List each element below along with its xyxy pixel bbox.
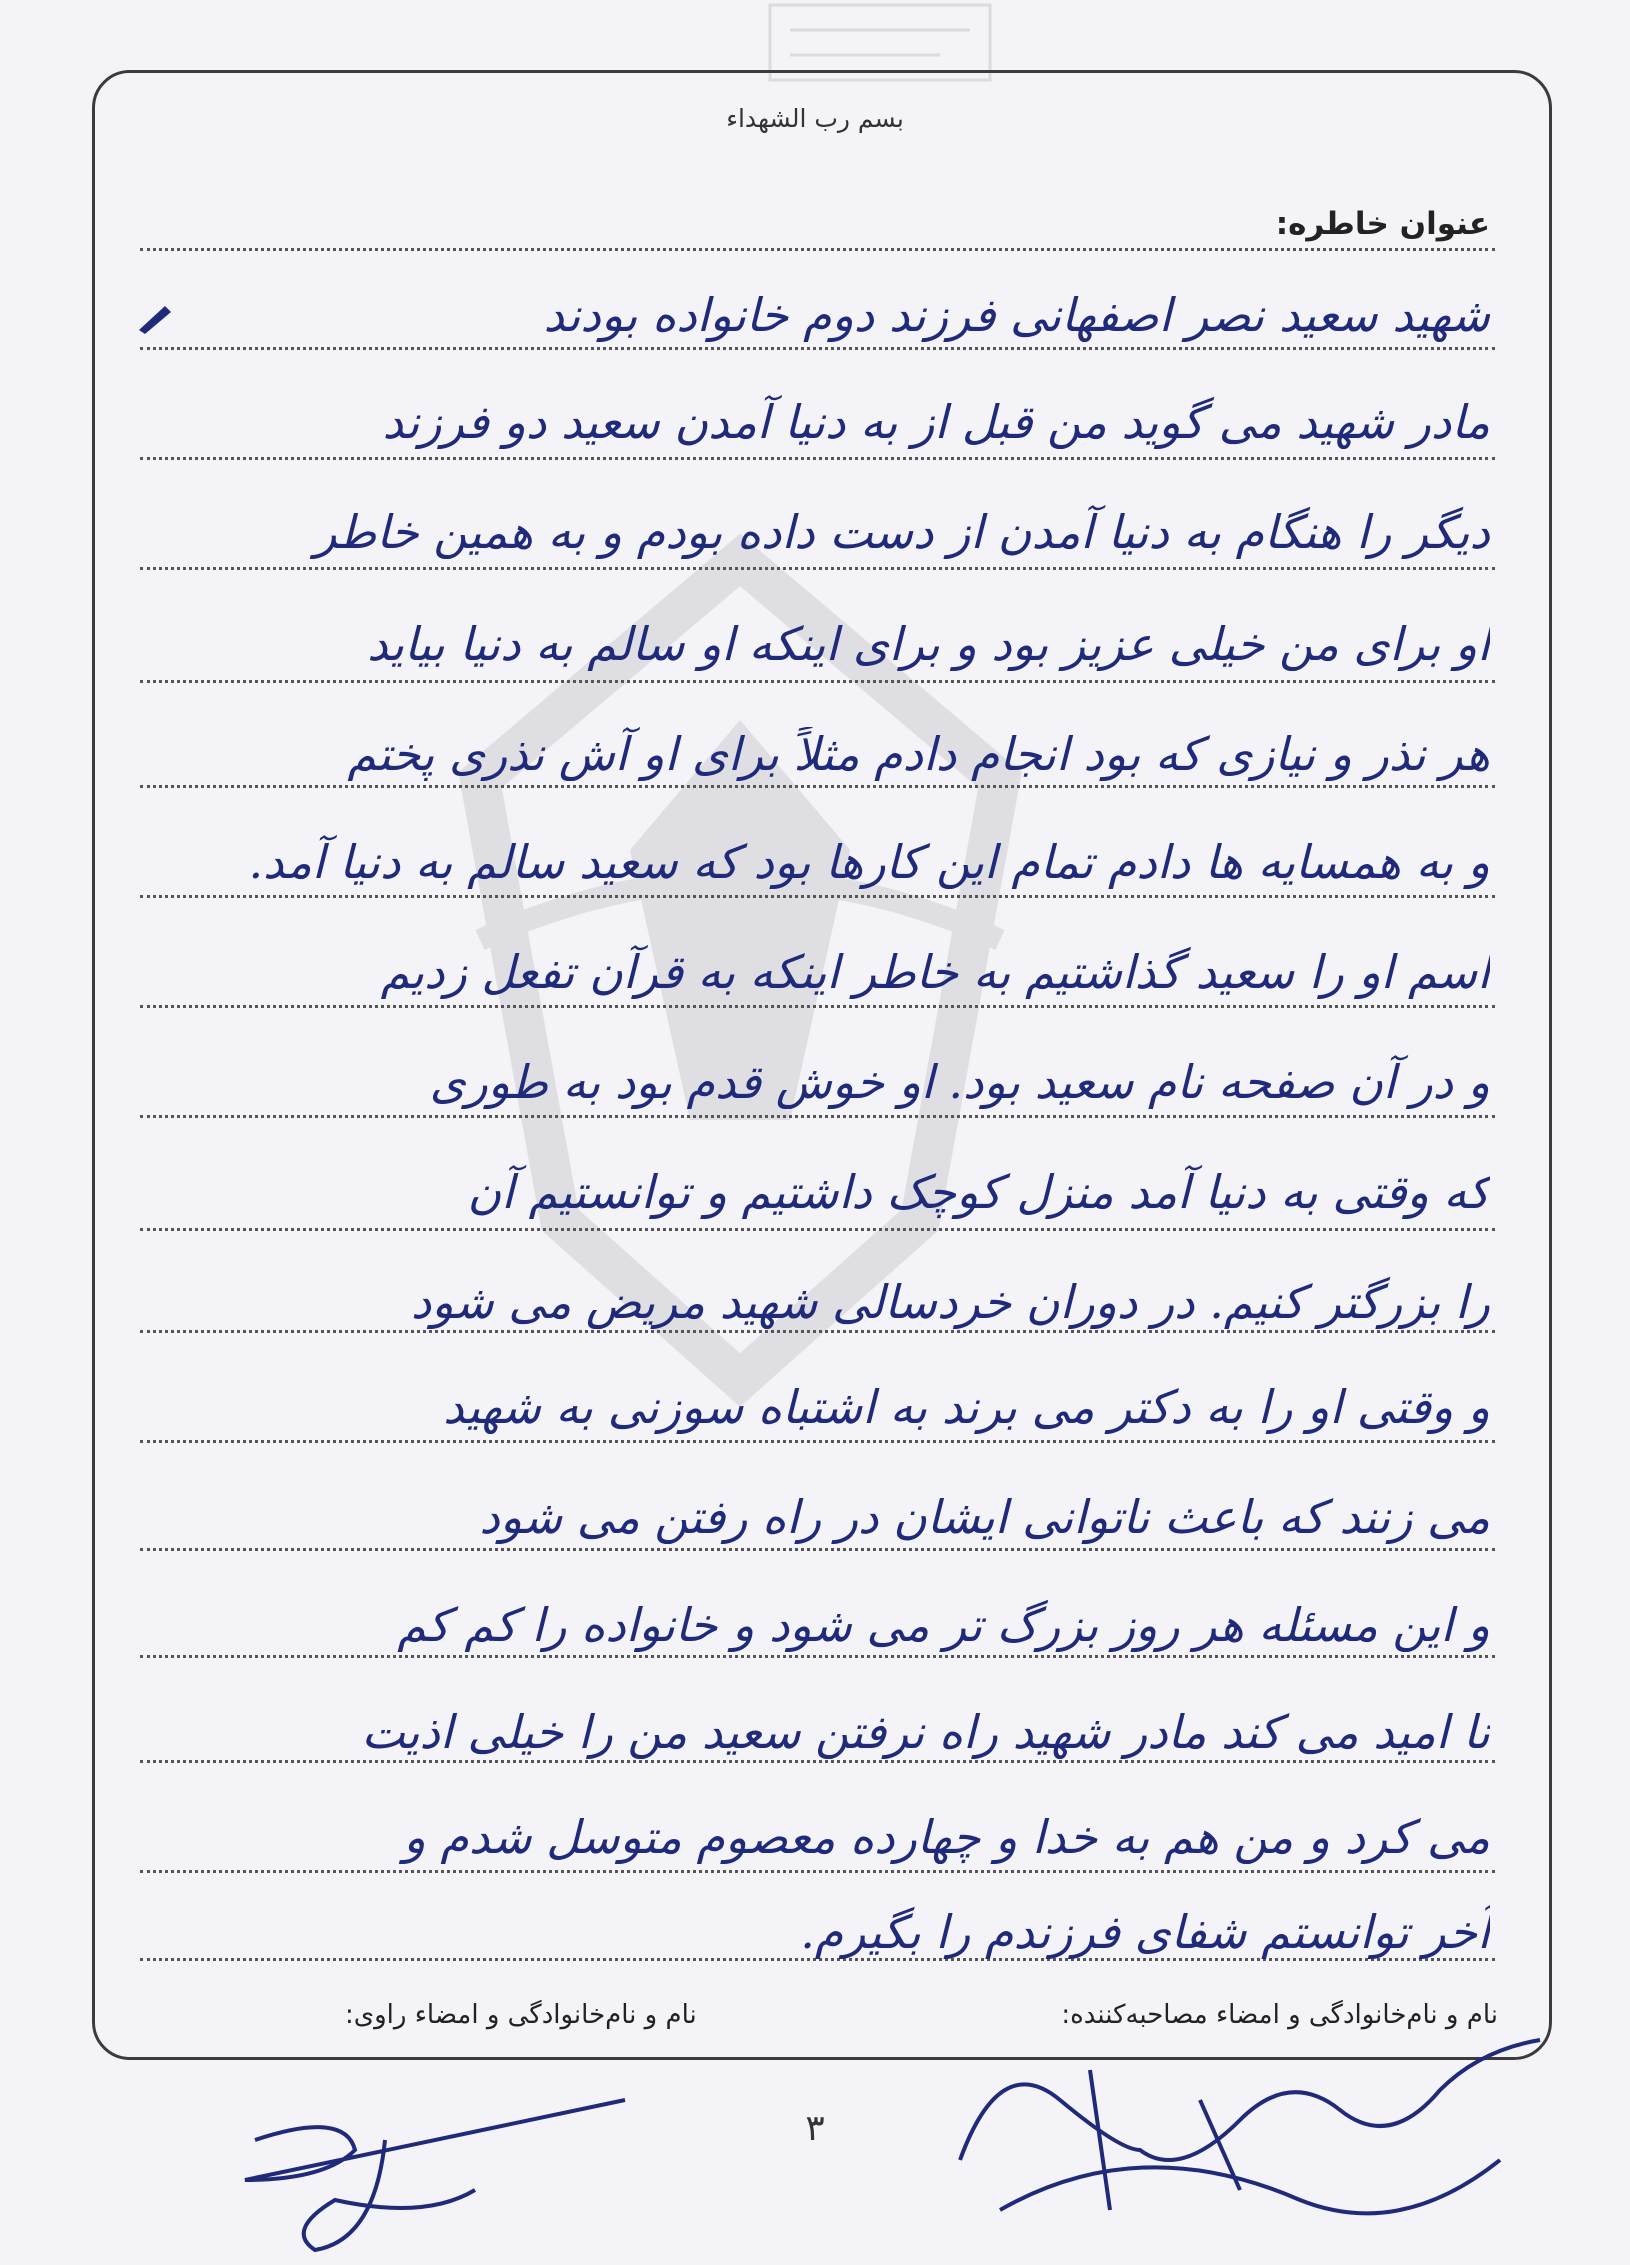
- memoir-line: که وقتی به دنیا آمد منزل کوچک داشتیم و توانستیم آن: [467, 1165, 1490, 1219]
- memoir-line: دیگر را هنگام به دنیا آمدن از دست داده بودم و به همین خاطر: [314, 505, 1490, 559]
- memoir-title-label: عنوان خاطره:: [1275, 206, 1490, 242]
- header-basmala: بسم رب الشهداء: [726, 104, 904, 133]
- memoir-line: را بزرگتر کنیم. در دوران خردسالی شهید مریض می شود: [410, 1275, 1490, 1329]
- ruled-line: [140, 1330, 1495, 1333]
- ruled-line: [140, 785, 1495, 788]
- ruled-line: [140, 567, 1495, 570]
- ruled-line: [140, 248, 1495, 251]
- ruled-line: [140, 1870, 1495, 1873]
- memoir-line: و وقتی او را به دکتر می برند به اشتباه سوزنی به شهید: [443, 1380, 1490, 1434]
- ruled-line: [140, 1115, 1495, 1118]
- memoir-line: نا امید می کند مادر شهید راه نرفتن سعید من را خیلی اذیت: [361, 1705, 1490, 1759]
- ruled-line: [140, 895, 1495, 898]
- ruled-line: [140, 457, 1495, 460]
- memoir-line: اسم او را سعید گذاشتیم به خاطر اینکه به قرآن تفعل زدیم: [380, 945, 1490, 999]
- memoir-line: و در آن صفحه نام سعید بود. او خوش قدم بود به طوری: [429, 1055, 1490, 1109]
- ruled-line: [140, 347, 1495, 350]
- ruled-line: [140, 1548, 1495, 1551]
- memoir-line: مادر شهید می گوید من قبل از به دنیا آمدن سعید دو فرزند: [382, 395, 1490, 449]
- page-number: ۳: [805, 2108, 825, 2149]
- ruled-line: [140, 680, 1495, 683]
- memoir-line: شهید سعید نصر اصفهانی فرزند دوم خانواده بودند: [543, 288, 1490, 342]
- ruled-line: [140, 1228, 1495, 1231]
- interviewer-signature: [940, 2010, 1560, 2240]
- memoir-line: می کرد و من هم به خدا و چهارده معصوم متوسل شدم و: [403, 1810, 1490, 1864]
- memoir-line: هر نذر و نیازی که بود انجام دادم مثلاً برای او آش نذری پختم: [347, 727, 1490, 781]
- narrator-signature-label: نام و نام‌خانوادگی و امضاء راوی:: [345, 2000, 697, 2030]
- memoir-line: او برای من خیلی عزیز بود و برای اینکه او سالم به دنیا بیاید: [367, 617, 1490, 671]
- interviewer-signature-label: نام و نام‌خانوادگی و امضاء مصاحبه‌کننده:: [1061, 2000, 1498, 2030]
- ruled-line: [140, 1760, 1495, 1763]
- narrator-signature: [225, 2080, 645, 2265]
- memoir-line: و این مسئله هر روز بزرگ تر می شود و خانواده را کم کم: [397, 1598, 1490, 1652]
- ruled-line: [140, 1005, 1495, 1008]
- ruled-line: [140, 1440, 1495, 1443]
- memoir-line: می زنند که باعث ناتوانی ایشان در راه رفتن می شود: [479, 1490, 1490, 1544]
- ruled-line: [140, 1655, 1495, 1658]
- memoir-line: و به همسایه ها دادم تمام این کارها بود که سعید سالم به دنیا آمد.: [248, 835, 1490, 889]
- memoir-line: آخر توانستم شفای فرزندم را بگیرم.: [800, 1905, 1490, 1959]
